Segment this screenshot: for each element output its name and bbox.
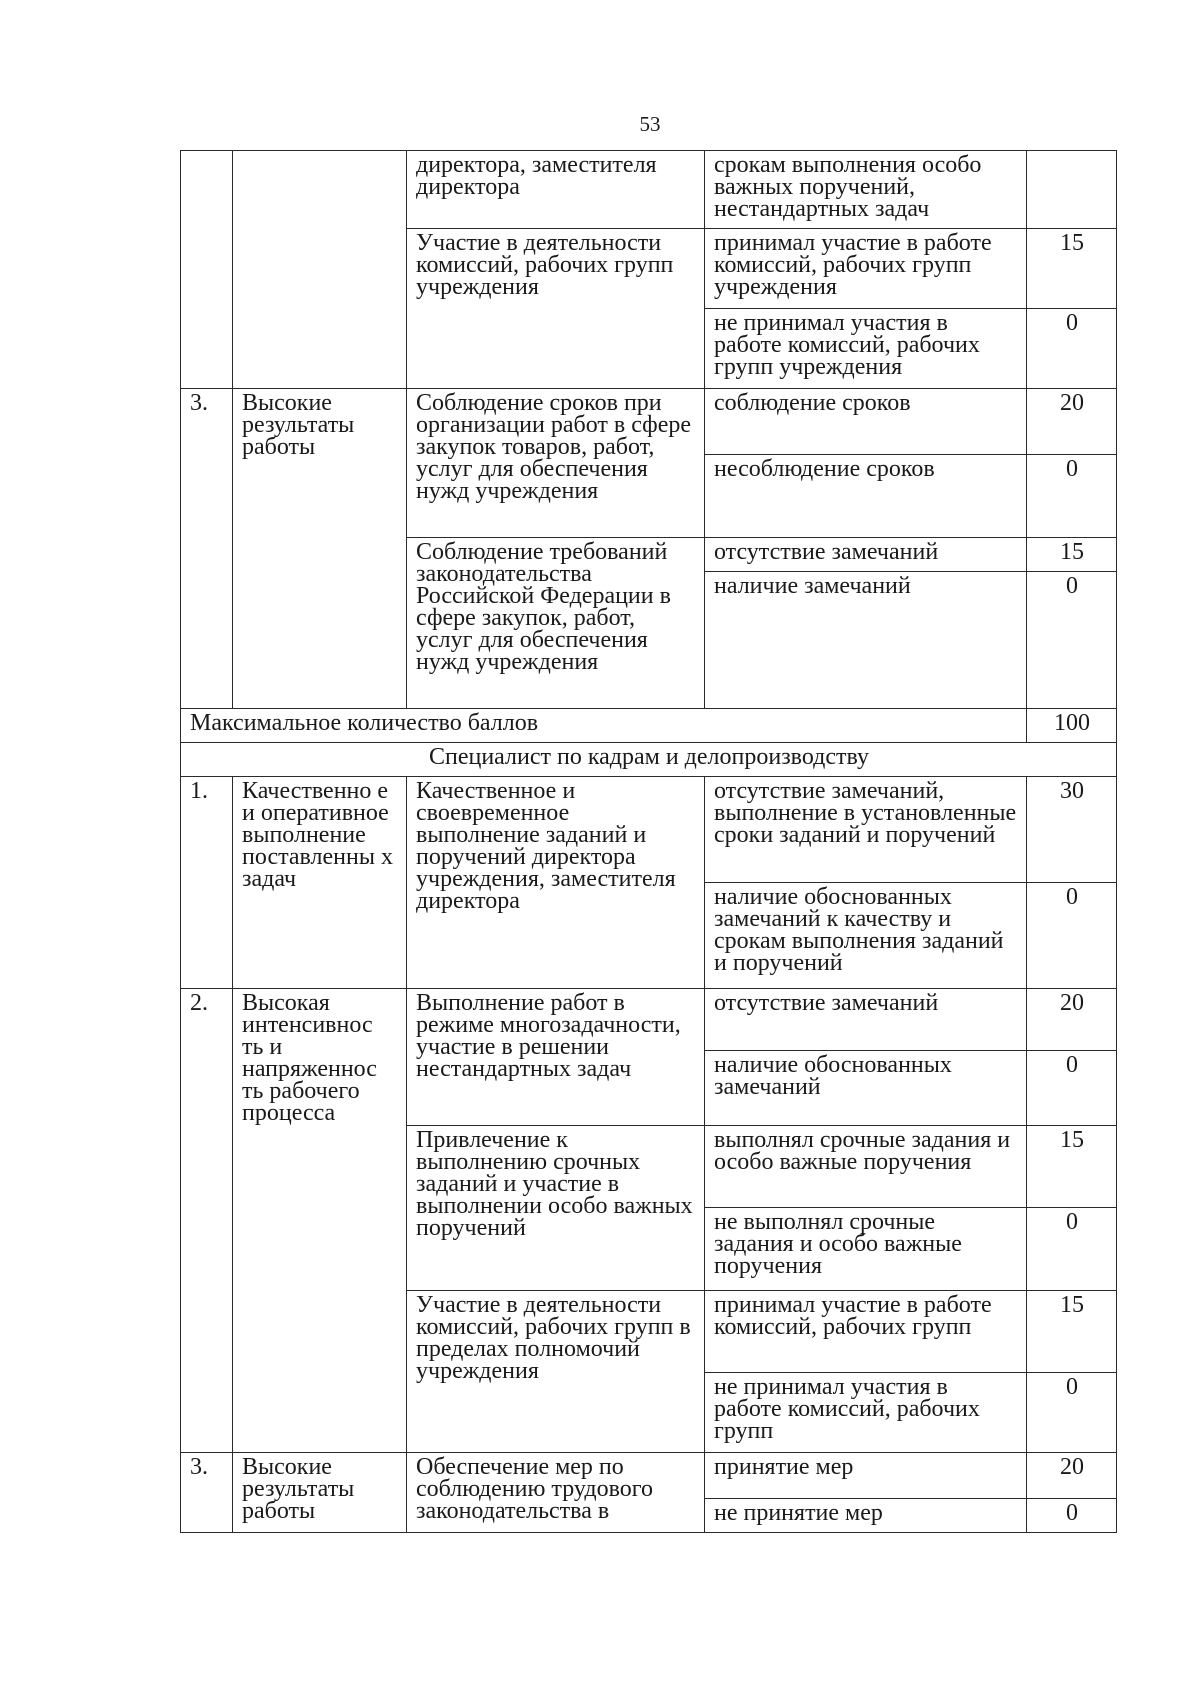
points-cell bbox=[1027, 151, 1117, 229]
points-cell: 0 bbox=[1027, 1499, 1117, 1533]
condition-cell: отсутствие замечаний bbox=[705, 538, 1027, 572]
criteria-table bbox=[180, 150, 1117, 1533]
number-cell: 3. bbox=[181, 1453, 233, 1533]
table-row bbox=[181, 989, 1117, 1051]
number-cell: 1. bbox=[181, 777, 233, 989]
points-cell: 0 bbox=[1027, 883, 1117, 989]
condition-cell: наличие обоснованных замечаний к качеству и срокам выполнения заданий и поручений bbox=[705, 883, 1027, 989]
points-cell: 15 bbox=[1027, 538, 1117, 572]
table-row bbox=[181, 151, 1117, 229]
indicator-cell: Высокая интенсивнос ть и напряженнос ть рабочего процесса bbox=[233, 989, 407, 1453]
condition-cell: принимал участие в работе комиссий, рабочих групп учреждения bbox=[705, 229, 1027, 309]
points-cell: 0 bbox=[1027, 1051, 1117, 1126]
table-row bbox=[181, 743, 1117, 777]
criterion-cell: Обеспечение мер по соблюдению трудового законодательства в bbox=[407, 1453, 705, 1533]
criterion-cell: Качественное и своевременное выполнение заданий и поручений директора учреждения, заместителя директора bbox=[407, 777, 705, 989]
condition-cell: срокам выполнения особо важных поручений, нестандартных задач bbox=[705, 151, 1027, 229]
number-cell: 2. bbox=[181, 989, 233, 1453]
number-cell: 3. bbox=[181, 389, 233, 709]
condition-cell: отсутствие замечаний, выполнение в установленные сроки заданий и поручений bbox=[705, 777, 1027, 883]
condition-cell: не принимал участия в работе комиссий, рабочих групп учреждения bbox=[705, 309, 1027, 389]
criterion-cell: Участие в деятельности комиссий, рабочих групп в пределах полномочий учреждения bbox=[407, 1291, 705, 1453]
indicator-cell: Высокие результаты работы bbox=[233, 1453, 407, 1533]
criterion-cell: Участие в деятельности комиссий, рабочих групп учреждения bbox=[407, 229, 705, 389]
section-title: Специалист по кадрам и делопроизводству bbox=[181, 743, 1117, 777]
condition-cell: наличие обоснованных замечаний bbox=[705, 1051, 1027, 1126]
points-cell: 0 bbox=[1027, 309, 1117, 389]
criterion-cell: Соблюдение сроков при организации работ в сфере закупок товаров, работ, услуг для обеспечения нужд учреждения bbox=[407, 389, 705, 538]
criterion-cell: директора, заместителя директора bbox=[407, 151, 705, 229]
condition-cell: не принятие мер bbox=[705, 1499, 1027, 1533]
indicator-cell: Качественно е и оперативное выполнение поставленны х задач bbox=[233, 777, 407, 989]
points-cell: 15 bbox=[1027, 229, 1117, 309]
table-row bbox=[181, 709, 1117, 743]
max-points-value: 100 bbox=[1027, 709, 1117, 743]
criterion-cell: Привлечение к выполнению срочных заданий и участие в выполнении особо важных поручений bbox=[407, 1126, 705, 1291]
indicator-cell bbox=[233, 151, 407, 389]
condition-cell: не принимал участия в работе комиссий, рабочих групп bbox=[705, 1373, 1027, 1453]
condition-cell: принятие мер bbox=[705, 1453, 1027, 1499]
points-cell: 15 bbox=[1027, 1126, 1117, 1208]
condition-cell: отсутствие замечаний bbox=[705, 989, 1027, 1051]
table-row bbox=[181, 777, 1117, 883]
points-cell: 0 bbox=[1027, 1373, 1117, 1453]
points-cell: 20 bbox=[1027, 1453, 1117, 1499]
condition-cell: соблюдение сроков bbox=[705, 389, 1027, 455]
points-cell: 0 bbox=[1027, 1208, 1117, 1291]
table-row bbox=[181, 389, 1117, 455]
condition-cell: не выполнял срочные задания и особо важные поручения bbox=[705, 1208, 1027, 1291]
condition-cell: принимал участие в работе комиссий, рабочих групп bbox=[705, 1291, 1027, 1373]
points-cell: 15 bbox=[1027, 1291, 1117, 1373]
criterion-cell: Соблюдение требований законодательства Российской Федерации в сфере закупок, работ, услуг для обеспечения нужд учреждения bbox=[407, 538, 705, 709]
indicator-cell: Высокие результаты работы bbox=[233, 389, 407, 709]
page-number: 53 bbox=[639, 112, 661, 136]
condition-cell: несоблюдение сроков bbox=[705, 455, 1027, 538]
points-cell: 20 bbox=[1027, 389, 1117, 455]
table-row bbox=[181, 1453, 1117, 1499]
points-cell: 0 bbox=[1027, 455, 1117, 538]
points-cell: 30 bbox=[1027, 777, 1117, 883]
points-cell: 0 bbox=[1027, 572, 1117, 709]
max-points-label: Максимальное количество баллов bbox=[181, 709, 1027, 743]
number-cell bbox=[181, 151, 233, 389]
points-cell: 20 bbox=[1027, 989, 1117, 1051]
condition-cell: выполнял срочные задания и особо важные поручения bbox=[705, 1126, 1027, 1208]
criterion-cell: Выполнение работ в режиме многозадачности, участие в решении нестандартных задач bbox=[407, 989, 705, 1126]
condition-cell: наличие замечаний bbox=[705, 572, 1027, 709]
